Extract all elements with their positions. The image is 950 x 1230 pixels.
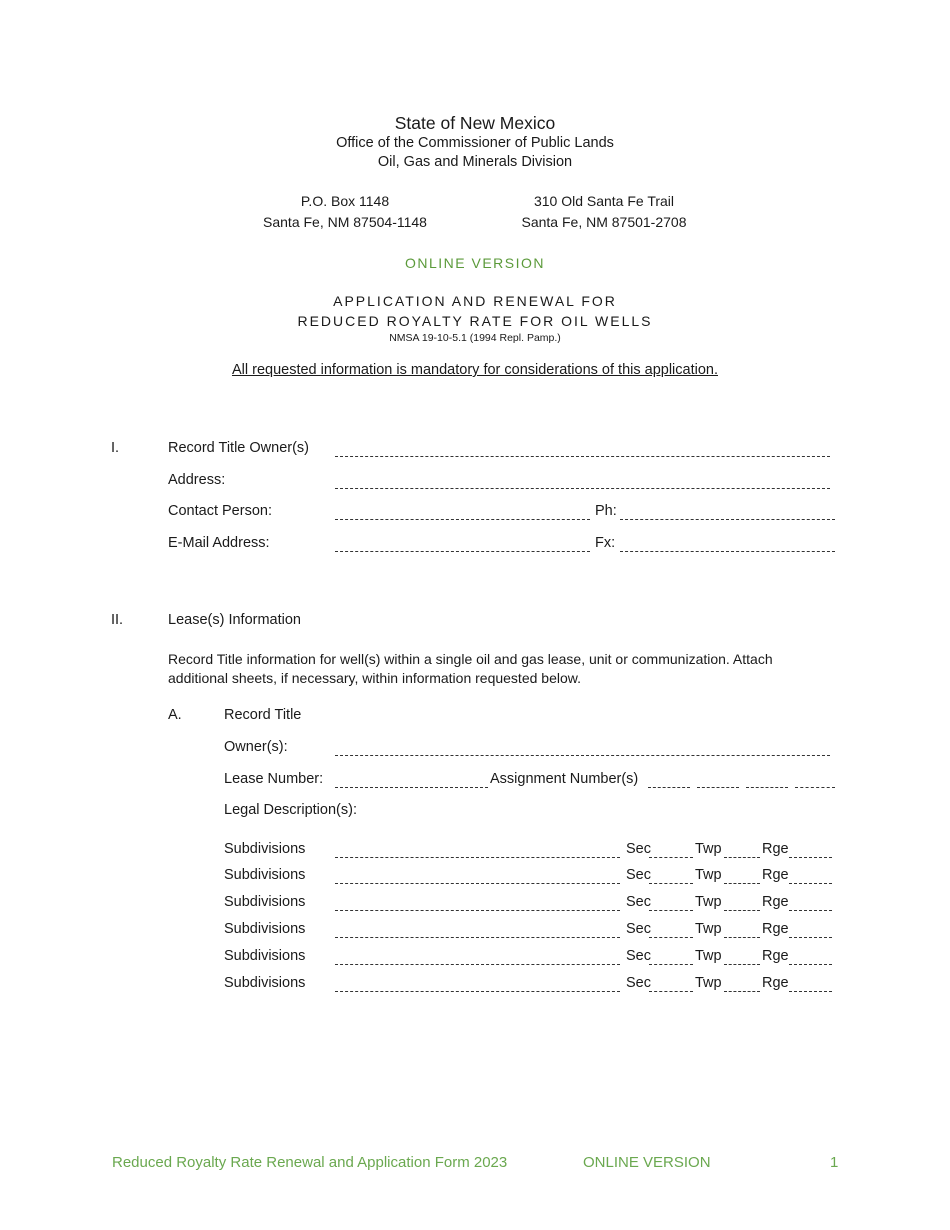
email-field[interactable] [335,551,590,552]
sec-field[interactable] [649,883,693,884]
sec-label: Sec [626,948,651,964]
subdivisions-field[interactable] [335,857,620,858]
phone-label: Ph: [595,503,617,519]
contact-person-label: Contact Person: [168,503,272,519]
subdivisions-field[interactable] [335,883,620,884]
form-title-line1: APPLICATION AND RENEWAL FOR [333,293,617,309]
section2-numeral: II. [111,612,124,628]
record-title-label: Record Title [224,707,302,723]
sec-field[interactable] [649,937,693,938]
subdivisions-label: Subdivisions [224,948,306,964]
assignment-number-field-4[interactable] [795,787,835,788]
sec-field[interactable] [649,991,693,992]
rge-label: Rge [762,894,789,910]
sec-label: Sec [626,841,651,857]
subsection-a-letter: A. [168,707,182,723]
rge-field[interactable] [789,910,832,911]
address-field[interactable] [335,488,830,489]
rge-label: Rge [762,975,789,991]
section2-description: Record Title information for well(s) within a single oil and gas lease, unit or communization. Attach additional sheets, if necessary, within information requested below. [168,651,773,686]
sec-label: Sec [626,921,651,937]
section2-title: Lease(s) Information [168,612,301,628]
subdivisions-label: Subdivisions [224,894,306,910]
rge-label: Rge [762,841,789,857]
subdivisions-field[interactable] [335,937,620,938]
contact-person-field[interactable] [335,519,590,520]
twp-field[interactable] [724,964,760,965]
twp-field[interactable] [724,991,760,992]
lease-owners-field[interactable] [335,755,830,756]
lease-number-field[interactable] [335,787,488,788]
form-title-line2: REDUCED ROYALTY RATE FOR OIL WELLS [297,313,653,329]
lease-number-label: Lease Number: [224,771,324,787]
subdivisions-label: Subdivisions [224,867,306,883]
subdivisions-field[interactable] [335,991,620,992]
mandatory-note-text: All requested information is mandatory for considerations of this application. [231,362,718,378]
statute-reference: NMSA 19-10-5.1 (1994 Repl. Pamp.) [389,332,561,344]
street-address-line2: Santa Fe, NM 87501-2708 [521,214,687,230]
rge-field[interactable] [789,937,832,938]
mailing-address-line2: Santa Fe, NM 87504-1148 [263,214,427,230]
twp-field[interactable] [724,937,760,938]
fax-label: Fx: [595,535,616,551]
assignment-number-field-1[interactable] [648,787,690,788]
subdivisions-label: Subdivisions [224,921,306,937]
sec-label: Sec [626,894,651,910]
sec-field[interactable] [649,910,693,911]
sec-field[interactable] [649,857,693,858]
online-version-label: ONLINE VERSION [404,255,546,271]
sec-label: Sec [626,867,651,883]
rge-field[interactable] [789,883,832,884]
twp-label: Twp [695,948,722,964]
twp-field[interactable] [724,857,760,858]
rge-label: Rge [762,948,789,964]
footer-online-version: ONLINE VERSION [583,1154,711,1171]
rge-field[interactable] [789,857,832,858]
legal-description-label: Legal Description(s): [224,802,357,818]
owners-label: Owner(s): [224,739,288,755]
assignment-number-field-3[interactable] [746,787,788,788]
fax-field[interactable] [620,551,835,552]
subdivisions-field[interactable] [335,910,620,911]
record-title-owner-field[interactable] [335,456,830,457]
email-label: E-Mail Address: [168,535,270,551]
subdivisions-label: Subdivisions [224,841,306,857]
assignment-number-field-2[interactable] [697,787,739,788]
rge-label: Rge [762,867,789,883]
sec-label: Sec [626,975,651,991]
footer-page-number: 1 [830,1154,839,1171]
rge-field[interactable] [789,964,832,965]
assignment-number-label: Assignment Number(s) [490,771,639,787]
twp-field[interactable] [724,910,760,911]
twp-label: Twp [695,975,722,991]
mandatory-note [0,362,950,378]
subdivisions-field[interactable] [335,964,620,965]
rge-field[interactable] [789,991,832,992]
address-label: Address: [168,472,226,488]
rge-label: Rge [762,921,789,937]
section1-numeral: I. [111,440,120,456]
sec-field[interactable] [649,964,693,965]
phone-field[interactable] [620,519,835,520]
street-address-line1: 310 Old Santa Fe Trail [533,193,675,209]
twp-field[interactable] [724,883,760,884]
mailing-address-line1: P.O. Box 1148 [300,193,390,209]
record-title-owner-label: Record Title Owner(s) [168,440,310,456]
twp-label: Twp [695,921,722,937]
twp-label: Twp [695,841,722,857]
footer-form-name: Reduced Royalty Rate Renewal and Application Form 2023 [112,1154,508,1171]
office-name: Office of the Commissioner of Public Lands [336,135,614,151]
twp-label: Twp [695,894,722,910]
division-name: Oil, Gas and Minerals Division [377,154,573,170]
state-title: State of New Mexico [394,113,556,133]
twp-label: Twp [695,867,722,883]
subdivisions-label: Subdivisions [224,975,306,991]
